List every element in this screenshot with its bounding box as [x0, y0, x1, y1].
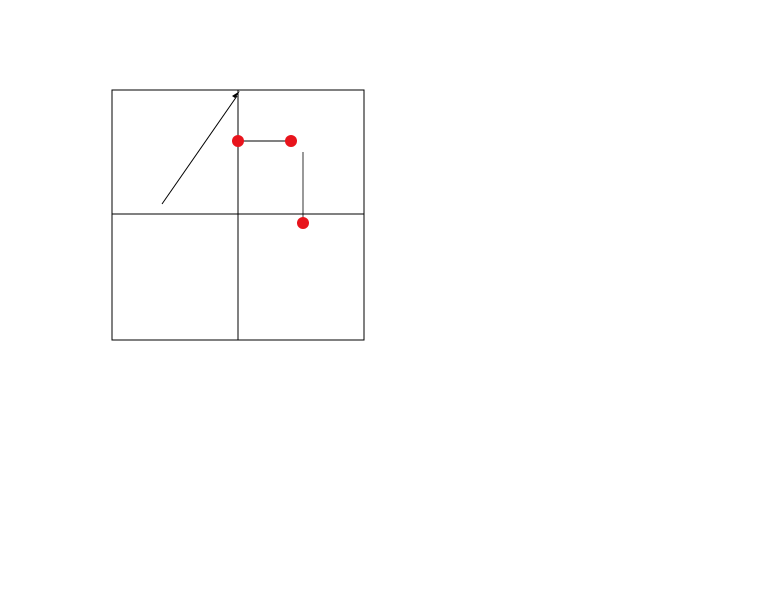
- trend-arrow-line: [162, 96, 237, 204]
- marker-position: [285, 135, 297, 147]
- marker-x-axis: [297, 217, 309, 229]
- marker-y-axis: [232, 135, 244, 147]
